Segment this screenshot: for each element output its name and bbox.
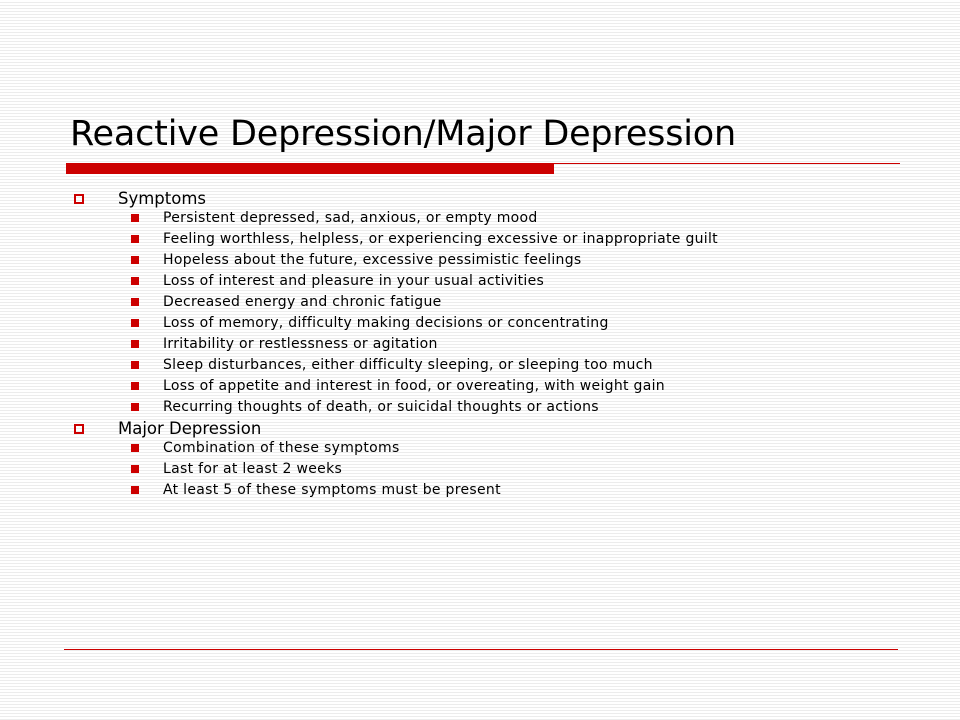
sub-bullet-item: Sleep disturbances, either difficulty sleeping, or sleeping too much [163,357,653,373]
hollow-square-bullet-icon [74,194,84,204]
sub-bullet-item: Recurring thoughts of death, or suicidal thoughts or actions [163,399,599,415]
title-underline-thick [66,164,554,174]
filled-square-bullet-icon [131,235,139,243]
sub-bullet-item: Loss of interest and pleasure in your usual activities [163,273,545,289]
sub-bullet-item: Combination of these symptoms [163,440,400,456]
filled-square-bullet-icon [131,277,139,285]
sub-bullet-item: Loss of memory, difficulty making decisions or concentrating [163,315,609,331]
sub-bullet-item: Loss of appetite and interest in food, or overeating, with weight gain [163,378,665,394]
sub-bullet-item: Last for at least 2 weeks [163,461,343,477]
sub-bullet-item: Hopeless about the future, excessive pessimistic feelings [163,252,582,268]
sub-bullet-item: Feeling worthless, helpless, or experiencing excessive or inappropriate guilt [163,231,718,247]
slide-title: Reactive Depression/Major Depression [70,114,736,154]
sub-bullet-item: Irritability or restlessness or agitation [163,336,438,352]
filled-square-bullet-icon [131,444,139,452]
bullet-heading: Symptoms [118,189,207,208]
filled-square-bullet-icon [131,361,139,369]
filled-square-bullet-icon [131,403,139,411]
bullet-heading: Major Depression [118,419,262,438]
filled-square-bullet-icon [131,319,139,327]
filled-square-bullet-icon [131,465,139,473]
filled-square-bullet-icon [131,256,139,264]
sub-bullet-item: Decreased energy and chronic fatigue [163,294,442,310]
filled-square-bullet-icon [131,486,139,494]
filled-square-bullet-icon [131,214,139,222]
filled-square-bullet-icon [131,340,139,348]
sub-bullet-item: Persistent depressed, sad, anxious, or empty mood [163,210,538,226]
bottom-rule [64,649,898,650]
filled-square-bullet-icon [131,298,139,306]
sub-bullet-item: At least 5 of these symptoms must be present [163,482,501,498]
hollow-square-bullet-icon [74,424,84,434]
filled-square-bullet-icon [131,382,139,390]
